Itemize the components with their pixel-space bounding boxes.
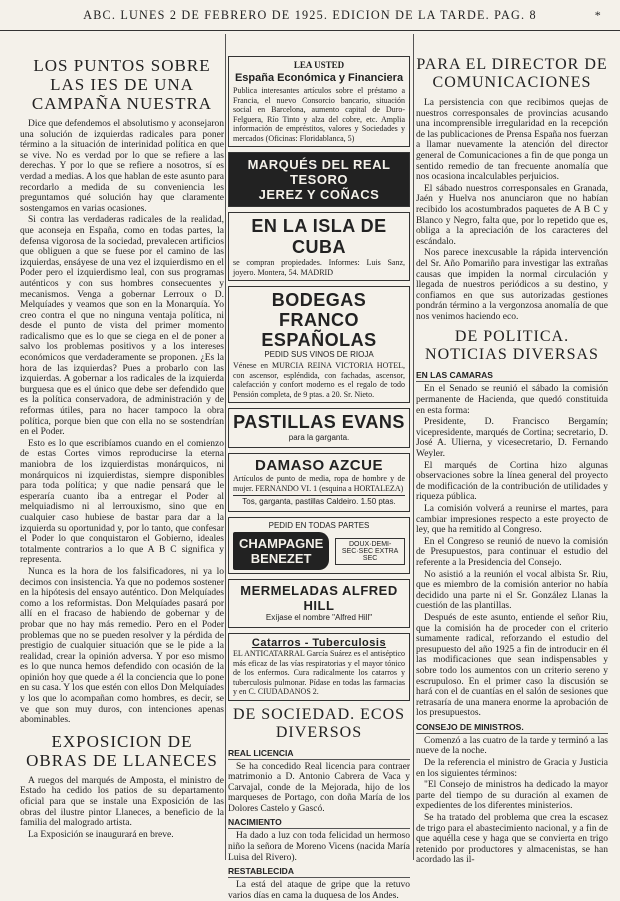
ad-line: LEA USTED xyxy=(293,60,345,70)
paragraph: Esto es lo que escribíamos cuando en el comienzo de estas Cortes vimos reproducirse la eterna maniobra de los izquierdistas monárquicos, ni monárquicos ni izquierdistas, siempre disponibles para toda política; y que nadie pensará que le esperaría cuanto iba a entregar el Poder al melquiadismo ni al lerrouxismo, sino que en cualquier caso hubiese de bastar para dar a la izquierda su oportunidad y, por lo tanto, que confesar el Poder lo que conquistaron el Gobierno, ideales totalmente contrarios a lo que A B C significa y representa. xyxy=(20,438,224,566)
ad-subtitle: para la garganta. xyxy=(288,433,350,442)
ad-subtitle: JEREZ Y COÑACS xyxy=(258,187,380,202)
paragraph: A ruegos del marqués de Amposta, el ministro de Estado ha cedido los patios de su departamento oficial para que se instale una Exposición de las obras del ilustre pintor Llaneces, a beneficio de la familia del malogrado artista. xyxy=(20,775,224,829)
ad-isla-cuba xyxy=(228,212,410,281)
ad-title: FRANCO ESPAÑOLAS xyxy=(261,310,377,350)
column-3 xyxy=(416,56,608,866)
ad-espana-economica xyxy=(228,56,410,147)
paragraph: Después de este asunto, entiende el señor Riu, que la comisión ha de proceder con el criterio sumamente radical, reforzando el estudio del presupuesto del año 1925 a fin de introducir en él las modificaciones que sean indispensables y sobre todo los aumentos con un criterio sereno y escrupuloso. En el primer caso la discusión se hará con el de cuantías en el salón de sesiones que retrasaría de una manera enorme la aprobación de los presupuestos. xyxy=(416,612,608,719)
header-star: * xyxy=(594,8,602,22)
article-title-sociedad: DE SOCIEDAD. ECOS DIVERSOS xyxy=(232,705,406,741)
subheading: NACIMIENTO xyxy=(228,817,410,829)
paragraph: "El Consejo de ministros ha dedicado la mayor parte del tiempo de su duración al examen de expedientes de los diferentes ministerios. xyxy=(416,780,608,812)
ad-damaso-azcue xyxy=(228,453,410,512)
paragraph: Dice que defendemos el absolutismo y aconsejaron una solución de izquierdas radicales para poner término a la situación de interinidad política en que se vive. No es verdad por lo que se refiere a las derechas. Y por lo que se refiere a nosotros, sí es verdad a medias. A los que hablan de este asunto para recordarlo a medida de su conveniencia les preguntamos qué solución hay que claramente sostengamos en varias ocasiones. xyxy=(20,119,224,214)
column-rule-2 xyxy=(413,34,414,860)
paragraph: El marqués de Cortina hizo algunas observaciones sobre la línea general del proyecto de modificación de la contribución de utilidades y riqueza pública. xyxy=(416,460,608,503)
ad-pastillas-evans xyxy=(228,408,410,448)
header-text: ABC. LUNES 2 DE FEBRERO DE 1925. EDICION DE LA TARDE. PAG. 8 xyxy=(83,8,537,22)
paragraph: Presidente, D. Francisco Bergamín; vicepresidente, marqués de Cortina; secretario, D. José A. Ulierna, y vicesecretario, D. Fernando Weyler. xyxy=(416,417,608,460)
subheading: CONSEJO DE MINISTROS. xyxy=(416,722,608,734)
ad-catarros xyxy=(228,633,410,701)
ad-body: EL ANTICATARRAL García Suárez es el antiséptico más eficaz de las vías respiratorias y el mayor tónico de los enfermos. Cura radicalmente los catarros y tuberculosis pulmonar. Pídase en todas las farmacias y en C. CIUDADANOS 2. xyxy=(233,649,405,696)
article-title-exposicion: EXPOSICION DE OBRAS DE LLANECES xyxy=(26,731,218,770)
ad-title: MARQUÉS DEL REAL TESORO xyxy=(247,157,391,187)
ad-title: BODEGAS xyxy=(271,290,367,310)
ad-label: DOUX·DEMI-SEC·SEC EXTRA SEC xyxy=(335,538,405,565)
paragraph: La está del ataque de gripe que la retuvo varios días en cama la duquesa de los Andes. xyxy=(228,880,410,901)
bottle-icon xyxy=(233,532,329,570)
ad-title: PASTILLAS EVANS xyxy=(233,412,405,432)
ad-title: BENEZET xyxy=(250,551,312,566)
column-2 xyxy=(228,56,410,901)
page-header xyxy=(0,0,620,30)
ad-real-tesoro xyxy=(228,152,410,207)
paragraph: Se ha concedido Real licencia para contraer matrimonio a D. Antonio Cabrera de Vaca y Carvajal, conde de la Mejorada, hijo de los marqueses de Portago, con doña María de los Dolores Castelo y Gascó. xyxy=(228,761,410,814)
ad-title: España Económica y Financiera xyxy=(234,72,404,84)
paragraph: De la referencia el ministro de Gracia y Justicia en los siguientes términos: xyxy=(416,758,608,779)
article-title-comunicaciones: PARA EL DIRECTOR DE COMUNICACIONES xyxy=(416,56,608,91)
ad-body: se compran propiedades. Informes: Luis Sanz, joyero. Montera, 54. MADRID xyxy=(233,258,405,277)
header-rule xyxy=(0,30,620,31)
paragraph: Si contra las verdaderas radicales de la realidad, que aconseja en España, como en todas partes, la defensa vigorosa de la sociedad, prevalecen artificios que obliguen a que se fuese por el camino de las izquierdas, ensáyese de una vez el izquierdismo en el Poder pero el izquierdismo leal, con sus programas auténticos y con sus hombres consecuentes y mecanismos. Venga a gobernar Lerroux o D. Melquíades y veamos que son en la Monarquía. Yo creo contra el que no ninguna ventaja política, ni desde el punto de vista del primer momento radicalismo que es lo que se ciega en el de poner a salvo los problemas positivos y a los intereses económicos que verdaderamente se proponen. ¿Es la hora de las izquierdas? Pues a probarlo con las izquierdas. A gobernar a los radicales de la izquierda burguesa que es el único que debe ser defendido que es la política conservadora, de administración y de reformas útiles, para no hacer tampoco la obra política, porque bien que con ella no se sostendrían en el Poder. xyxy=(20,215,224,438)
paragraph: Se ha tratado del problema que crea la escasez de trigo para el abastecimiento nacional, y a fin de que aquélla cese y haga que se convierta en trigo retenido por productores y almacenistas, se han acordado las il- xyxy=(416,813,608,866)
ad-subtitle: PEDID SUS VINOS DE RIOJA xyxy=(264,350,374,359)
ad-body: Artículos de punto de media, ropa de hombre y de mujer. FERNANDO VI. 1 (esquina a HORTALEZA) xyxy=(233,474,405,493)
column-1 xyxy=(20,56,224,856)
ad-body: Vénese en MURCIA REINA VICTORIA HOTEL, con ascensor, espléndida, con fachadas, ascensor, calefacción y confort moderno es el regalo de todo Pensión completa, de 9 ptas. a 20. Sr. Nieto. xyxy=(233,361,405,399)
subheading: EN LAS CAMARAS xyxy=(416,370,608,382)
champagne-bottle xyxy=(233,532,405,570)
ad-title: MERMELADAS ALFRED HILL xyxy=(240,583,398,613)
subheading: REAL LICENCIA xyxy=(228,748,410,760)
paragraph: Nos parece inexcusable la rápida intervención del Sr. Año Pomariño para investigar las extrañas causas que impiden la normal circulación y llegada de nuestros periódicos a su destino, y confiamos en que sus autorizadas gestiones pondrán término a la vergonzosa anomalía de que nos venimos haciendo eco. xyxy=(416,248,608,322)
ad-title: CHAMPAGNE xyxy=(239,536,324,551)
paragraph: La Exposición se inaugurará en breve. xyxy=(28,829,174,840)
paragraph: Comenzó a las cuatro de la tarde y terminó a las nueve de la noche. xyxy=(416,735,608,757)
ad-header: PEDID EN TODAS PARTES xyxy=(268,521,370,530)
column-rule-1 xyxy=(225,34,226,860)
subheading: RESTABLECIDA xyxy=(228,866,410,878)
ad-footer: Tos, garganta, pastillas Caldeiro. 1.50 ptas. xyxy=(233,495,405,506)
ad-alfred-hill xyxy=(228,579,410,628)
article-title-puntos: LOS PUNTOS SOBRE LAS IES DE UNA CAMPAÑA NUESTRA xyxy=(31,56,213,113)
ad-title: EN LA ISLA DE CUBA xyxy=(251,216,387,257)
article-title-politica: DE POLITICA. NOTICIAS DIVERSAS xyxy=(425,328,599,364)
ad-champagne xyxy=(228,517,410,574)
paragraph: La persistencia con que recibimos quejas de nuestros corresponsales de provincias acusando una incomprensible irregularidad en la recepción de las publicaciones de Prensa España nos fuerzan a llamar nuevamente la atención del director general de Comunicaciones a fin de que ponga un sentido remedio de tan frecuente anomalía que nos ocasiona incalculables perjuicios. xyxy=(416,98,608,183)
paragraph: En el Congreso se reunió de nuevo la comisión de Presupuestos, para continuar el estudio del referente a la Presidencia del Consejo. xyxy=(416,536,608,568)
paragraph: La comisión volverá a reunirse el martes, para cambiar impresiones respecto a este proyecto de ley, que ha remitido al Congreso. xyxy=(416,504,608,536)
ad-subtitle: Exíjase el nombre "Alfred Hill" xyxy=(265,613,373,622)
ad-body: Publica interesantes artículos sobre el préstamo a Francia, el nuevo Consorcio bancario, situación social en Barcelona, aumento capital de Duro-Felguera, Río Tinto y alza del cobre, etc. Amplia información de empréstitos, valores y Sociedades y mercados (Oficinas: Floridablanca, 5) xyxy=(233,86,405,143)
paragraph: Nunca es la hora de los falsificadores, ni ya lo decimos con insistencia. Ya que no podemos sostener en la hipótesis del ensayo auténtico. Don Melquíades como a los reformistas. Don Melquíades pasará por allí en el fracaso de habiendo de gobernar y de probar que no hay más remedio. Pero en el Poder problemas que no se pueden resolver y la pérdida de prestigio de cualquier situación que se le pide a la realidad, crear la opinión adversa. Y por eso mismo es lo que nunca hemos defendido con ocasión de la opinión hoy que quede a él la conciencia que lo pone en su casa. Y los que estén con ellos Don Melquíades y los que lo acompañan como hombres, es decir, se ve que son muy duros, con intenciones apenas abominables. xyxy=(20,566,224,726)
ad-title: Catarros - Tuberculosis xyxy=(251,637,387,649)
paragraph: No asistió a la reunión el vocal albista Sr. Riu, que es miembro de la comisión anterior no había decidido una parte ni el Sr. González Llanas la cuestión de las plantillas. xyxy=(416,569,608,612)
paragraph: En el Senado se reunió el sábado la comisión permanente de Hacienda, que quedó constituida en esta forma: xyxy=(416,384,608,416)
paragraph: Ha dado a luz con toda felicidad un hermoso niño la señora de Moreno Vicens (nacida María Luisa del Rivero). xyxy=(228,831,410,863)
paragraph: El sábado nuestros corresponsales en Granada, Jaén y Huelva nos anunciaron que no habían recibido los acostumbrados paquetes de A B C y Blanco y Negro, falta que, por lo repetido que es, obliga a la apreciación de los caracteres del escándalo. xyxy=(416,183,608,247)
ad-title: DAMASO AZCUE xyxy=(255,457,383,474)
ad-bodegas xyxy=(228,286,410,403)
